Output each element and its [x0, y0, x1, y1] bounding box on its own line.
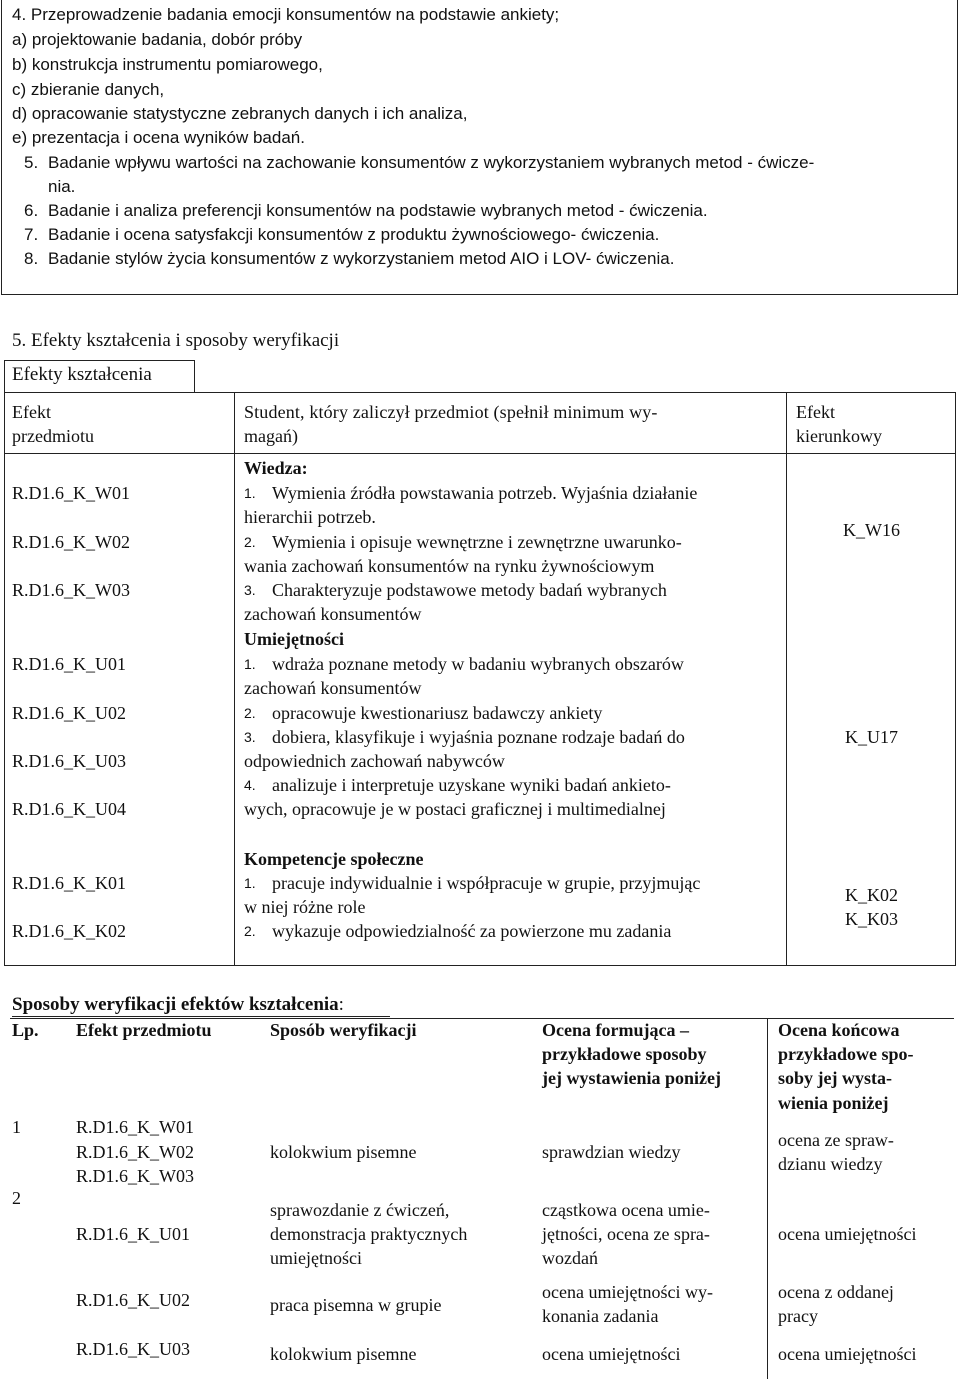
verification-row-4-formative: ocena umiejętności — [542, 1344, 681, 1364]
topic-4b: b) konstrukcja instrumentu pomiarowego, — [12, 55, 323, 74]
verification-row-3-method: praca pisemna w grupie — [270, 1295, 442, 1315]
verification-title-underline — [12, 1016, 390, 1017]
verification-row-1-effect: R.D1.6_K_W02 — [76, 1142, 194, 1162]
topic-5-text: Badanie wpływu wartości na zachowanie konsumentów z wykorzystaniem wybranych metod - ćwicze- — [48, 153, 815, 172]
wiedza-3-text: Charakteryzuje podstawowe metody badań wybranych — [272, 580, 667, 600]
umiejetnosci-3-text: dobiera, klasyfikuje i wyjaśnia poznane rodzaje badań do — [272, 727, 685, 747]
verification-row-4-effect: R.D1.6_K_U03 — [76, 1339, 191, 1359]
effect-code: R.D1.6_K_W03 — [12, 580, 130, 600]
umiejetnosci-4-number: 4. — [244, 777, 256, 793]
umiejetnosci-4-text: analizuje i interpretuje uzyskane wyniki badań ankieto- — [272, 775, 671, 795]
topic-8-text: Badanie stylów życia konsumentów z wykorzystaniem metod AIO i LOV- ćwiczenia. — [48, 249, 675, 268]
verification-header-method: Sposób weryfikacji — [270, 1020, 417, 1040]
topic-4: 4. Przeprowadzenie badania emocji konsumentów na podstawie ankiety; — [12, 5, 560, 24]
kompetencje-2-number: 2. — [244, 923, 256, 939]
umiejetnosci-1-number: 1. — [244, 656, 256, 672]
verification-header-formative-cont: jej wystawienia poniżej — [542, 1068, 721, 1088]
effects-header-col1-cont: przedmiotu — [12, 426, 94, 446]
verification-row-2-effect: R.D1.6_K_U01 — [76, 1224, 191, 1244]
topic-6-text: Badanie i analiza preferencji konsumentów na podstawie wybranych metod - ćwiczenia. — [48, 201, 708, 220]
verification-row-1-final: ocena ze spraw- — [778, 1130, 894, 1150]
verification-row-4-method: kolokwium pisemne — [270, 1344, 417, 1364]
effects-header-col2-cont: magań) — [244, 426, 298, 446]
effect-code: R.D1.6_K_U01 — [12, 654, 127, 674]
topic-4c: c) zbieranie danych, — [12, 80, 165, 99]
wiedza-heading: Wiedza: — [244, 458, 308, 478]
umiejetnosci-3-text-cont: odpowiednich zachowań nabywców — [244, 751, 505, 771]
topic-4e: e) prezentacja i ocena wyników badań. — [12, 128, 305, 147]
topic-6-number: 6. — [24, 201, 39, 220]
topic-5-text-cont: nia. — [48, 177, 76, 196]
effect-code: R.D1.6_K_K01 — [12, 873, 127, 893]
verification-row-2-formative: cząstkowa ocena umie- — [542, 1200, 710, 1220]
wiedza-2-text-cont: wania zachowań konsumentów na rynku żywnościowym — [244, 556, 655, 576]
verification-row-4-final: ocena umiejętności — [778, 1344, 917, 1364]
verification-row-2-method: sprawozdanie z ćwiczeń, — [270, 1200, 450, 1220]
topic-7-text: Badanie i ocena satysfakcji konsumentów z produktu żywnościowego- ćwiczenia. — [48, 225, 660, 244]
verification-row-2-method: umiejętności — [270, 1248, 362, 1268]
verification-row-1-final: dzianu wiedzy — [778, 1154, 883, 1174]
verification-row-3-final: pracy — [778, 1306, 818, 1326]
verification-header-lp: Lp. — [12, 1020, 39, 1040]
wiedza-1-number: 1. — [244, 485, 256, 501]
verification-row-2-final: ocena umiejętności — [778, 1224, 917, 1244]
verification-title — [12, 993, 344, 1017]
wiedza-3-text-cont: zachowań konsumentów — [244, 604, 422, 624]
verification-divider — [767, 1018, 768, 1379]
effect-code: R.D1.6_K_W02 — [12, 532, 130, 552]
verification-header-formative: Ocena formująca – — [542, 1020, 689, 1040]
verification-row-3-formative: ocena umiejętności wy- — [542, 1282, 713, 1302]
verification-row-3-effect: R.D1.6_K_U02 — [76, 1290, 191, 1310]
topic-4d: d) opracowanie statystyczne zebranych danych i ich analiza, — [12, 104, 468, 123]
verification-header-final-cont: wienia poniżej — [778, 1093, 889, 1113]
verification-row-3-final: ocena z oddanej — [778, 1282, 894, 1302]
verification-header-formative-cont: przykładowe sposoby — [542, 1044, 707, 1064]
verification-row-2-lp: 2 — [12, 1188, 21, 1208]
effect-code: R.D1.6_K_U02 — [12, 703, 127, 723]
effect-code: R.D1.6_K_U03 — [12, 751, 127, 771]
section-title: 5. Efekty kształcenia i sposoby weryfikacji — [12, 330, 340, 351]
topic-5-number: 5. — [24, 153, 39, 172]
direction-effect-competence: K_K03 — [845, 909, 898, 929]
verification-title-text: Sposoby weryfikacji efektów kształcenia — [12, 994, 339, 1015]
umiejetnosci-3-number: 3. — [244, 729, 256, 745]
direction-effect-knowledge: K_W16 — [843, 520, 900, 540]
effect-code: R.D1.6_K_W01 — [12, 483, 130, 503]
kompetencje-1-text: pracuje indywidualnie i współpracuje w grupie, przyjmując — [272, 873, 701, 893]
verification-header-final: Ocena końcowa — [778, 1020, 900, 1040]
effects-header-col3-cont: kierunkowy — [796, 426, 882, 446]
verification-row-1-lp: 1 — [12, 1117, 21, 1137]
kompetencje-1-text-cont: w niej różne role — [244, 897, 366, 917]
verification-row-2-formative: wozdań — [542, 1248, 598, 1268]
effects-header-col1: Efekt — [12, 402, 51, 422]
wiedza-1-text-cont: hierarchii potrzeb. — [244, 507, 376, 527]
umiejetnosci-4-text-cont: wych, opracowuje je w postaci graficznej i multimedialnej — [244, 799, 666, 819]
effect-code: R.D1.6_K_K02 — [12, 921, 127, 941]
wiedza-1-text: Wymienia źródła powstawania potrzeb. Wyjaśnia działanie — [272, 483, 698, 503]
verification-header-final-cont: soby jej wysta- — [778, 1068, 892, 1088]
topic-8-number: 8. — [24, 249, 39, 268]
effects-divider-1 — [234, 392, 235, 966]
kompetencje-2-text: wykazuje odpowiedzialność za powierzone mu zadania — [272, 921, 672, 941]
section-subtitle: Efekty kształcenia — [12, 364, 152, 385]
umiejetnosci-1-text-cont: zachowań konsumentów — [244, 678, 422, 698]
kompetencje-heading: Kompetencje społeczne — [244, 849, 424, 869]
effects-header-col3: Efekt — [796, 402, 835, 422]
effects-header-rule — [4, 453, 956, 454]
verification-header-final-cont: przykładowe spo- — [778, 1044, 914, 1064]
verification-row-1-method: kolokwium pisemne — [270, 1142, 417, 1162]
umiejetnosci-heading: Umiejętności — [244, 629, 344, 649]
wiedza-3-number: 3. — [244, 582, 256, 598]
umiejetnosci-2-text: opracowuje kwestionariusz badawczy ankiety — [272, 703, 603, 723]
direction-effect-skills: K_U17 — [845, 727, 898, 747]
umiejetnosci-2-number: 2. — [244, 705, 256, 721]
topic-4a: a) projektowanie badania, dobór próby — [12, 30, 303, 49]
verification-title-colon: : — [338, 994, 344, 1015]
verification-row-2-formative: jętności, ocena ze spra- — [542, 1224, 710, 1244]
direction-effect-competence: K_K02 — [845, 885, 898, 905]
verification-row-1-effect: R.D1.6_K_W03 — [76, 1166, 194, 1186]
verification-row-3-formative: konania zadania — [542, 1306, 659, 1326]
wiedza-2-text: Wymienia i opisuje wewnętrzne i zewnętrzne uwarunko- — [272, 532, 682, 552]
kompetencje-1-number: 1. — [244, 875, 256, 891]
effects-divider-2 — [786, 392, 787, 966]
verification-header-effect: Efekt przedmiotu — [76, 1020, 212, 1040]
effects-header-col2: Student, który zaliczył przedmiot (spełnił minimum wy- — [244, 402, 658, 422]
verification-row-2-method: demonstracja praktycznych — [270, 1224, 468, 1244]
effect-code: R.D1.6_K_U04 — [12, 799, 127, 819]
umiejetnosci-1-text: wdraża poznane metody w badaniu wybranych obszarów — [272, 654, 684, 674]
wiedza-2-number: 2. — [244, 534, 256, 550]
verification-row-1-effect: R.D1.6_K_W01 — [76, 1117, 194, 1137]
verification-row-1-formative: sprawdzian wiedzy — [542, 1142, 681, 1162]
topic-7-number: 7. — [24, 225, 39, 244]
